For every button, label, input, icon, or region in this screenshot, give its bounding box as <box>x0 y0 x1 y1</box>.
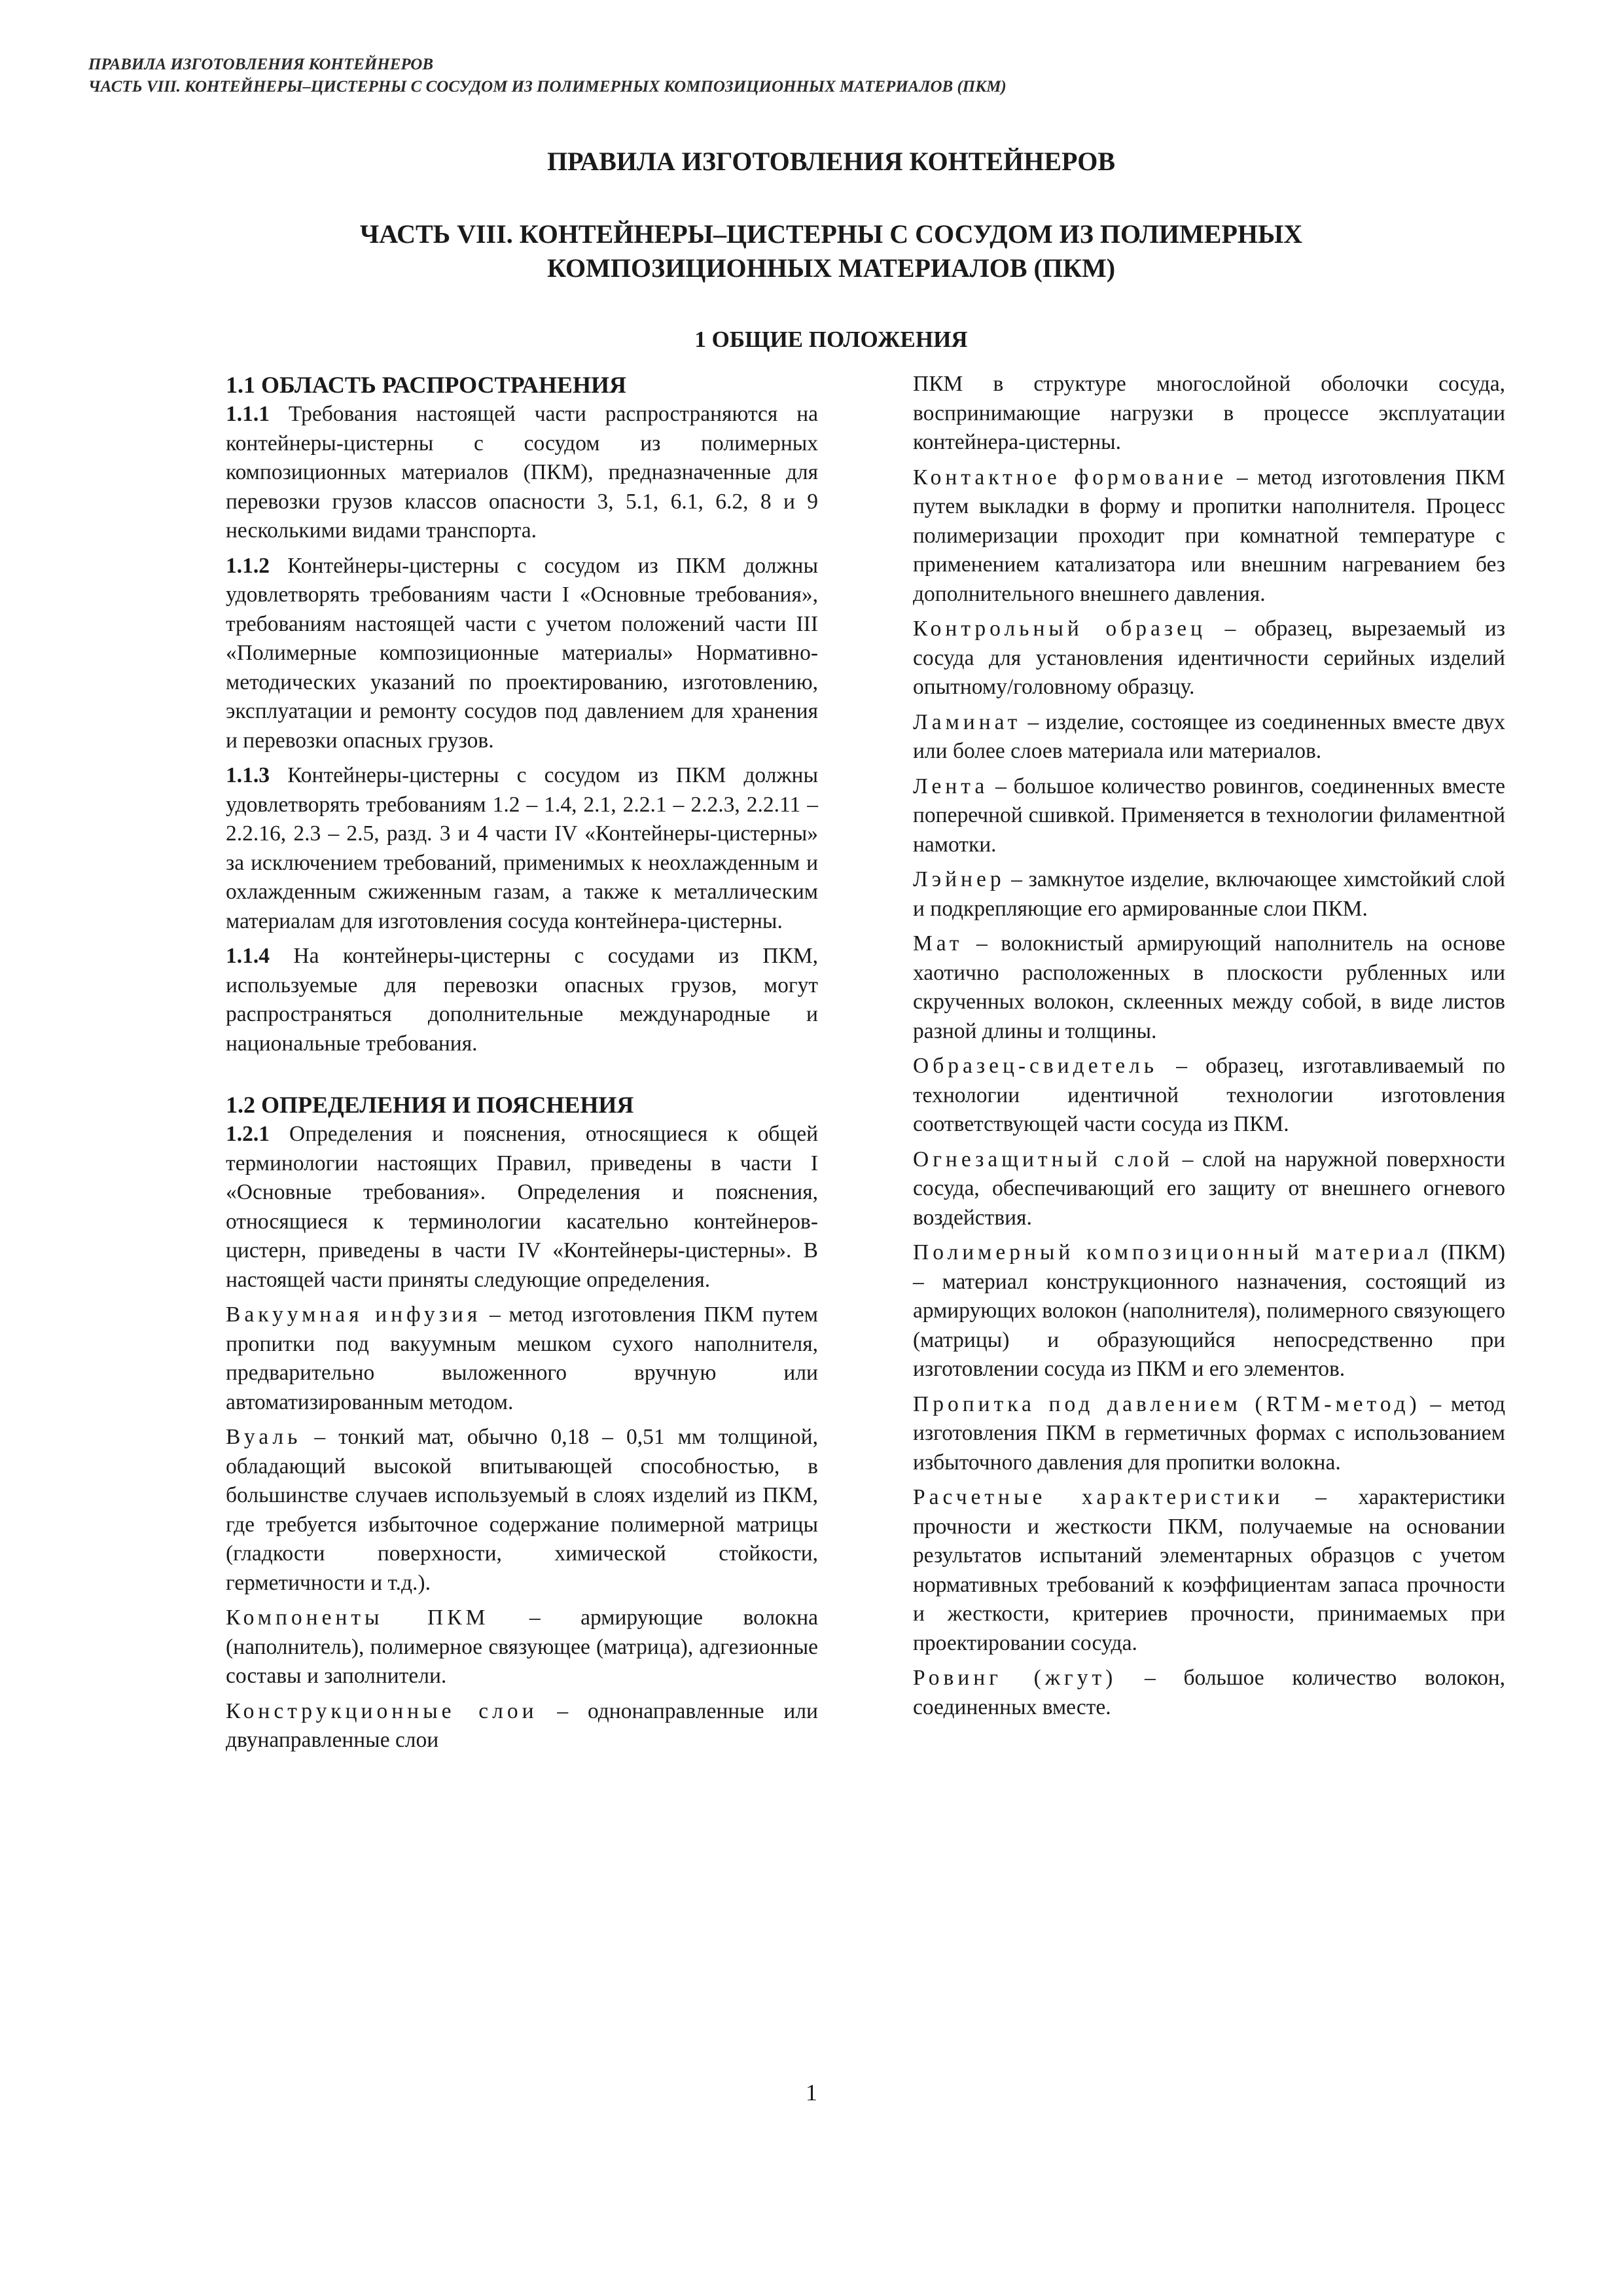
paragraph-number: 1.1.3 <box>226 763 270 787</box>
paragraph-1-1-1 <box>226 400 818 546</box>
definition-entry <box>913 708 1505 766</box>
paragraph-text: Контейнеры-цистерны с сосудом из ПКМ должны удовлетворять требованиям 1.2 – 1.4, 2.1, 2.2.1 – 2.2.3, 2.2.11 – 2.2.16, 2.3 – 2.5, разд. 3 и 4 части IV «Контейнеры-цистерны» за исключением требований, применимых к неохлажденным и охлажденным сжиженным газам, а также к металлическим материалам для изготовления сосуда контейнера-цистерны. <box>226 763 818 933</box>
definition-term: Контрольный образец <box>913 617 1206 641</box>
definition-entry <box>913 463 1505 609</box>
definition-text: ПКМ в структуре многослойной оболочки сосуда, воспринимающие нагрузки в процессе эксплуатации контейнера-цистерны. <box>913 372 1505 454</box>
running-header-line-1: ПРАВИЛА ИЗГОТОВЛЕНИЯ КОНТЕЙНЕРОВ <box>88 56 434 73</box>
definition-entry <box>913 1052 1505 1139</box>
definition-term: Контактное формование <box>913 465 1228 490</box>
definition-term: Конструкционные слои <box>226 1698 538 1723</box>
definition-text: – тонкий мат, обычно 0,18 – 0,51 мм толщиной, обладающий высокой впитывающей способностью, в большинстве случаев используемый в слоях изделий из ПКМ, где требуется избыточное содержание полимерной матрицы (гладкости поверхности, химической стойкости, герметичности и т.д.). <box>226 1425 818 1595</box>
definition-text: – метод изготовления ПКМ в герметичных формах с использованием избыточного давления для пропитки волокна. <box>913 1391 1505 1475</box>
definition-entry <box>913 1238 1505 1384</box>
definition-text: – изделие, состоящее из соединенных вместе двух или более слоев материала или материалов. <box>913 709 1505 763</box>
definition-entry <box>913 615 1505 702</box>
section-title: 1 ОБЩИЕ ПОЛОЖЕНИЯ <box>694 327 968 352</box>
definition-entry <box>913 1145 1505 1233</box>
paragraph-1-1-4 <box>226 942 818 1058</box>
definition-term: Полимерный композиционный материал <box>913 1240 1433 1265</box>
definition-entry <box>226 1300 818 1417</box>
definition-term: Вакуумная инфузия <box>226 1302 482 1327</box>
definition-text: – метод изготовления ПКМ путем пропитки под вакуумным мешком сухого наполнителя, предварительно выложенного вручную или автоматизированным методом. <box>226 1302 819 1414</box>
definition-term: Вуаль <box>226 1425 302 1449</box>
paragraph-text: Определения и пояснения, относящиеся к общей терминологии настоящих Правил, приведены в части I «Основные требования». Определения и пояснения, относящиеся к терминологии касательно контейнеров-цистерн, приведены в части IV «Контейнеры-цистерны». В настоящей части приняты следующие определения. <box>226 1122 818 1292</box>
definition-text: – слой на наружной поверхности сосуда, обеспечивающий его защиту от внешнего огневого воздействия. <box>913 1147 1506 1230</box>
definition-term: Лэйнер <box>913 867 1005 891</box>
definition-text: – характеристики прочности и жесткости ПКМ, получаемые на основании результатов испытаний элементарных образцов с учетом нормативных требований к коэффициентам запаса прочности и жесткости, критериев прочности, принимаемых при проектировании сосуда. <box>913 1485 1505 1655</box>
paragraph-1-2-1 <box>226 1120 818 1295</box>
paragraph-number: 1.2.1 <box>226 1122 270 1146</box>
running-header-line-2: ЧАСТЬ VIII. КОНТЕЙНЕРЫ–ЦИСТЕРНЫ С СОСУДОМ ИЗ ПОЛИМЕРНЫХ КОМПОЗИЦИОННЫХ МАТЕРИАЛОВ (ПКМ) <box>88 78 1007 96</box>
definition-term: Образец-свидетель <box>913 1054 1158 1078</box>
definition-entry <box>226 1423 818 1598</box>
definition-term: Мат <box>913 931 963 956</box>
paragraph-text: Требования настоящей части распространяются на контейнеры-цистерны с сосудом из полимерных композиционных материалов (ПКМ), предназначенные для перевозки грузов классов опасности 3, 5.1, 6.1, 6.2, 8 и 9 несколькими видами транспорта. <box>226 402 818 543</box>
definition-text: – большое количество волокон, соединенных вместе. <box>913 1666 1505 1719</box>
document-title: ПРАВИЛА ИЗГОТОВЛЕНИЯ КОНТЕЙНЕРОВ <box>546 147 1116 176</box>
definition-term: Ровинг (жгут) <box>913 1666 1117 1690</box>
definition-term: Ламинат <box>913 709 1022 734</box>
definition-text: – образец, изготавливаемый по технологии идентичной технологии изготовления соответствующей части сосуда из ПКМ. <box>913 1054 1505 1136</box>
definition-text: – большое количество ровингов, соединенных вместе поперечной сшивкой. Применяется в технологии филаментной намотки. <box>913 774 1505 857</box>
definition-text: – армирующие волокна (наполнитель), полимерное связующее (матрица), адгезионные составы и заполнители. <box>226 1605 818 1688</box>
definition-text: – образец, вырезаемый из сосуда для установления идентичности серийных изделий опытному/головному образцу. <box>913 617 1505 699</box>
part-title-line-1: ЧАСТЬ VIII. КОНТЕЙНЕРЫ–ЦИСТЕРНЫ С СОСУДОМ ИЗ ПОЛИМЕРНЫХ <box>359 219 1303 249</box>
left-column <box>226 370 818 1761</box>
paragraph-number: 1.1.1 <box>226 402 270 426</box>
definition-entry <box>913 865 1505 924</box>
definition-text: – метод изготовления ПКМ путем выкладки в форму и пропитки наполнителя. Процесс полимеризации проходит при комнатной температуре с применением катализатора или внешним нагреванием без дополнительного внешнего давления. <box>913 465 1505 606</box>
definition-text: – однонаправленные или двунаправленные слои <box>226 1698 818 1752</box>
definition-entry <box>226 1604 818 1691</box>
subsection-heading-1-2: 1.2 ОПРЕДЕЛЕНИЯ И ПОЯСНЕНИЯ <box>226 1092 634 1118</box>
definition-text: – замкнутое изделие, включающее химстойкий слой и подкрепляющие его армированные слои ПКМ. <box>913 867 1505 921</box>
definition-entry <box>913 772 1505 860</box>
title-block <box>196 145 1466 355</box>
definition-entry <box>913 1390 1505 1478</box>
paragraph-number: 1.1.2 <box>226 553 270 578</box>
running-header <box>88 54 1528 98</box>
definition-entry <box>913 929 1505 1046</box>
right-column <box>913 370 1505 1728</box>
paragraph-text: Контейнеры-цистерны с сосудом из ПКМ должны удовлетворять требованиям части I «Основные требования», требованиям настоящей части с учетом положений части III «Полимерные композиционные материалы» Нормативно-методических указаний по проектированию, изготовлению, эксплуатации и ремонту сосудов под давлением для хранения и перевозки опасных грузов. <box>226 553 818 753</box>
definition-entry <box>913 1483 1505 1658</box>
definition-term: Компоненты ПКМ <box>226 1605 490 1630</box>
part-title <box>196 217 1466 285</box>
paragraph-1-1-2 <box>226 552 818 756</box>
subsection-heading-1-1: 1.1 ОБЛАСТЬ РАСПРОСТРАНЕНИЯ <box>226 372 626 398</box>
page-number: 1 <box>806 2079 817 2106</box>
definition-entry <box>226 1697 818 1755</box>
definition-entry <box>913 1664 1505 1722</box>
paragraph-text: На контейнеры-цистерны с сосудами из ПКМ, используемые для перевозки опасных грузов, могут распространяться дополнительные международные и национальные требования. <box>226 944 818 1056</box>
definition-text: – волокнистый армирующий наполнитель на основе хаотично расположенных в плоскости рубленных или скрученных волокон, склеенных между собой, в виде листов разной длины и толщины. <box>913 931 1505 1043</box>
definition-term: Лента <box>913 774 989 798</box>
paragraph-number: 1.1.4 <box>226 944 270 968</box>
definition-term: Расчетные характеристики <box>913 1485 1284 1509</box>
part-title-line-2: КОМПОЗИЦИОННЫХ МАТЕРИАЛОВ (ПКМ) <box>546 253 1116 283</box>
definition-text: (ПКМ) – материал конструкционного назначения, состоящий из армирующих волокон (наполнителя), полимерного связующего (матрицы) и образующийся непосредственно при изготовлении сосуда из ПКМ и его элементов. <box>913 1240 1505 1381</box>
definition-term: Пропитка под давлением (RTM-метод) <box>913 1391 1421 1416</box>
definition-term: Огнезащитный слой <box>913 1147 1173 1172</box>
definition-continuation <box>913 370 1505 457</box>
paragraph-1-1-3 <box>226 761 818 936</box>
